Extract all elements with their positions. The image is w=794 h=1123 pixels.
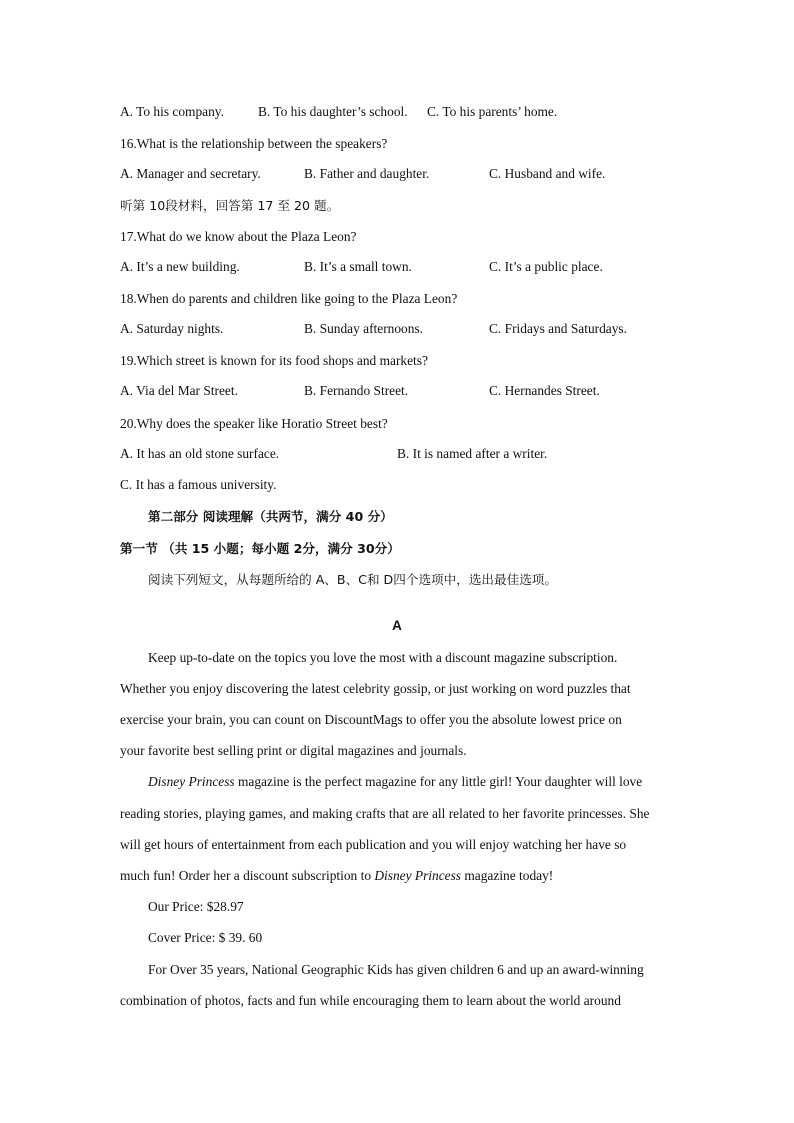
cover-price: Cover Price: $ 39. 60 bbox=[148, 930, 263, 945]
q15-option-c: C. To his parents’ home. bbox=[427, 104, 558, 119]
q16-option-b: B. Father and daughter. bbox=[304, 166, 430, 181]
q16-question: 16.What is the relationship between the speakers? bbox=[120, 136, 388, 151]
q16-option-a: A. Manager and secretary. bbox=[120, 166, 261, 181]
magazine-title-disney-princess: Disney Princess bbox=[148, 774, 235, 789]
paragraph-2-line-1-text: magazine is the perfect magazine for any little girl! Your daughter will love bbox=[234, 774, 643, 789]
our-price: Our Price: $28.97 bbox=[148, 899, 244, 914]
paragraph-2-line-1 bbox=[148, 773, 642, 791]
q17-option-a: A. It’s a new building. bbox=[120, 259, 240, 274]
q20-option-c: C. It has a famous university. bbox=[120, 477, 277, 492]
q20-option-b: B. It is named after a writer. bbox=[397, 446, 548, 461]
magazine-title-disney-princess: Disney Princess bbox=[374, 868, 462, 883]
part-2-heading: 第二部分 阅读理解（共两节，满分 40 分） bbox=[148, 509, 393, 524]
q19-question: 19.Which street is known for its food shops and markets? bbox=[120, 353, 428, 368]
q17-option-c: C. It’s a public place. bbox=[489, 259, 603, 274]
passage-label: A bbox=[392, 618, 402, 633]
q17-question: 17.What do we know about the Plaza Leon? bbox=[120, 229, 357, 244]
q20-option-a: A. It has an old stone surface. bbox=[120, 446, 280, 461]
q18-question: 18.When do parents and children like going to the Plaza Leon? bbox=[120, 291, 458, 306]
paragraph-1-line-4: your favorite best selling print or digital magazines and journals. bbox=[120, 743, 467, 758]
reading-instruction: 阅读下列短文，从每题所给的 A、B、C和 D四个选项中，选出最佳选项。 bbox=[148, 572, 557, 587]
material-10-instruction: 听第 10段材料，回答第 17 至 20 题。 bbox=[120, 198, 340, 213]
paragraph-2-line-4-end: magazine today! bbox=[461, 868, 554, 883]
q18-option-c: C. Fridays and Saturdays. bbox=[489, 321, 627, 336]
paragraph-2-line-3: will get hours of entertainment from each publication and you will enjoy watching her have so bbox=[120, 837, 627, 852]
section-1-heading: 第一节 （共 15 小题；每小题 2分，满分 30分） bbox=[120, 541, 400, 556]
paragraph-1-line-1: Keep up-to-date on the topics you love the most with a discount magazine subscription. bbox=[148, 650, 618, 665]
paragraph-1-line-3: exercise your brain, you can count on DiscountMags to offer you the absolute lowest price on bbox=[120, 712, 622, 727]
paragraph-2-line-2: reading stories, playing games, and making crafts that are all related to her favorite princesses. She bbox=[120, 806, 650, 821]
q15-option-b: B. To his daughter’s school. bbox=[258, 104, 408, 119]
q15-option-a: A. To his company. bbox=[120, 104, 224, 119]
q18-option-a: A. Saturday nights. bbox=[120, 321, 224, 336]
paragraph-2-line-4-start: much fun! Order her a discount subscription to bbox=[120, 868, 375, 883]
q16-option-c: C. Husband and wife. bbox=[489, 166, 606, 181]
q17-option-b: B. It’s a small town. bbox=[304, 259, 412, 274]
paragraph-3-line-1: For Over 35 years, National Geographic Kids has given children 6 and up an award-winning bbox=[148, 962, 644, 977]
q19-option-b: B. Fernando Street. bbox=[304, 383, 409, 398]
paragraph-1-line-2: Whether you enjoy discovering the latest celebrity gossip, or just working on word puzzles that bbox=[120, 681, 631, 696]
q18-option-b: B. Sunday afternoons. bbox=[304, 321, 424, 336]
q19-option-a: A. Via del Mar Street. bbox=[120, 383, 238, 398]
q19-option-c: C. Hernandes Street. bbox=[489, 383, 600, 398]
paragraph-2-line-4 bbox=[120, 867, 553, 885]
q20-question: 20.Why does the speaker like Horatio Street best? bbox=[120, 416, 388, 431]
paragraph-3-line-2: combination of photos, facts and fun while encouraging them to learn about the world around bbox=[120, 993, 621, 1008]
